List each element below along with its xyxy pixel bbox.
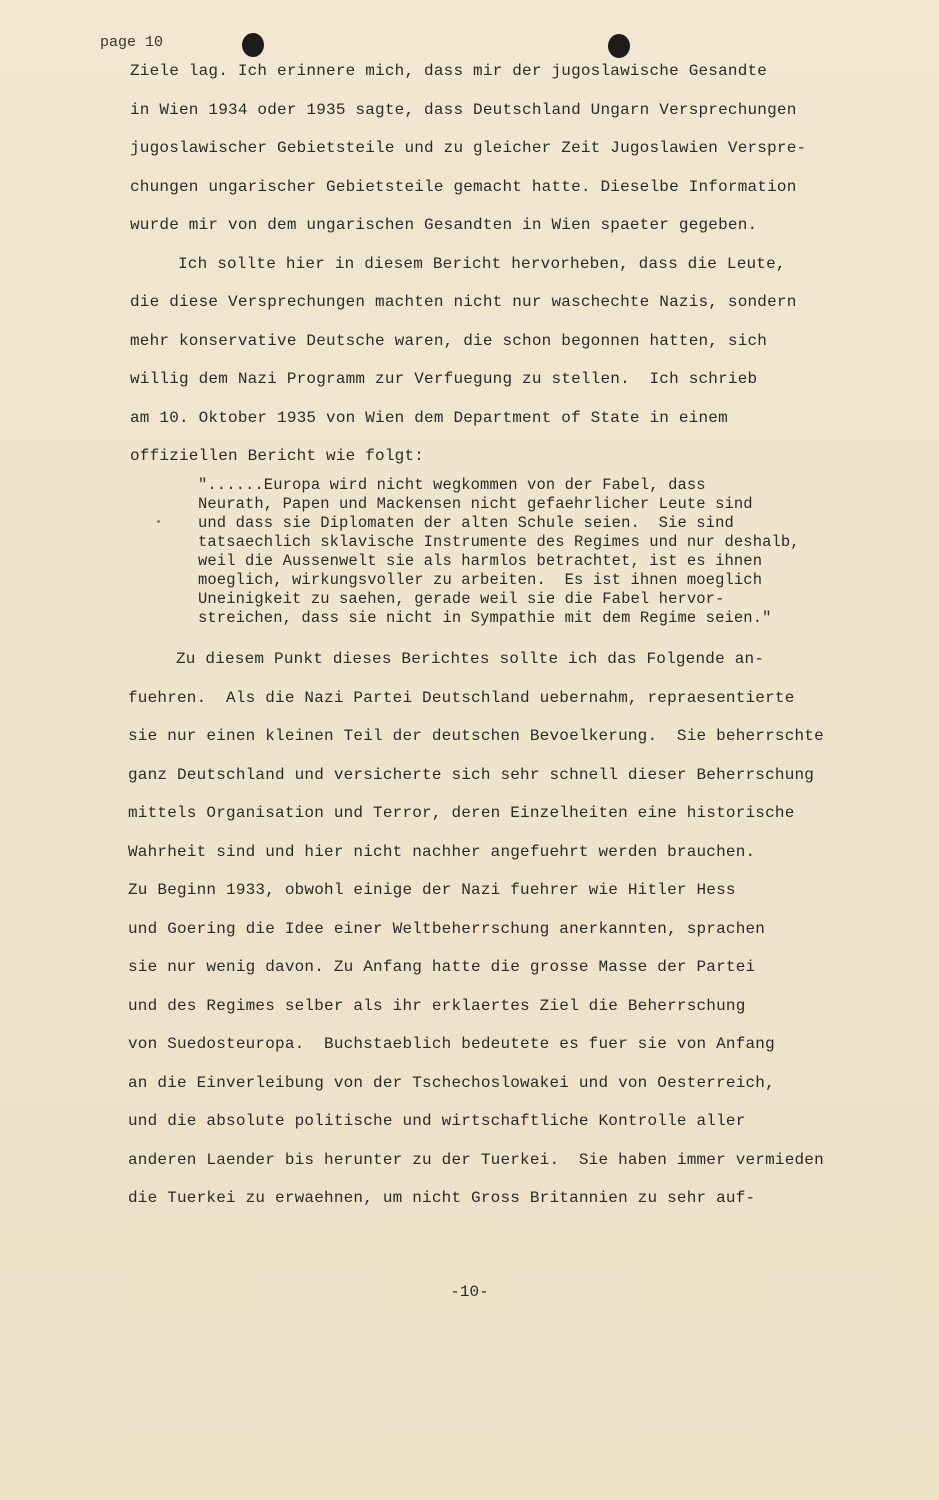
text-line: in Wien 1934 oder 1935 sagte, dass Deutschland Ungarn Versprechungen bbox=[130, 100, 797, 119]
text-line: Ziele lag. Ich erinnere mich, dass mir der jugoslawische Gesandte bbox=[130, 62, 768, 80]
text-line: Zu diesem Punkt dieses Berichtes sollte ich das Folgende an- bbox=[176, 650, 765, 668]
text-line: jugoslawischer Gebietsteile und zu gleicher Zeit Jugoslawien Verspre- bbox=[130, 139, 807, 157]
text-line: mehr konservative Deutsche waren, die schon begonnen hatten, sich bbox=[130, 331, 768, 350]
text-line: die diese Versprechungen machten nicht nur waschechte Nazis, sondern bbox=[130, 293, 797, 311]
text-line: sie nur einen kleinen Teil der deutschen Bevoelkerung. Sie beherrschte bbox=[128, 727, 824, 745]
quote-line: weil die Aussenwelt sie als harmlos betrachtet, ist es ihnen bbox=[198, 552, 763, 570]
quote-line: "......Europa wird nicht wegkommen von der Fabel, dass bbox=[198, 476, 706, 494]
text-line: offiziellen Bericht wie folgt: bbox=[130, 447, 425, 465]
text-line: Zu Beginn 1933, obwohl einige der Nazi fuehrer wie Hitler Hess bbox=[128, 881, 736, 899]
text-line: und die absolute politische und wirtschaftliche Kontrolle aller bbox=[128, 1112, 746, 1130]
text-line: fuehren. Als die Nazi Partei Deutschland uebernahm, repraesentierte bbox=[128, 688, 795, 707]
text-line: die Tuerkei zu erwaehnen, um nicht Gross Britannien zu sehr auf- bbox=[128, 1189, 756, 1207]
text-line: sie nur wenig davon. Zu Anfang hatte die grosse Masse der Partei bbox=[128, 958, 756, 976]
quote-line: Uneinigkeit zu saehen, gerade weil sie die Fabel hervor- bbox=[198, 590, 725, 608]
quote-line: moeglich, wirkungsvoller zu arbeiten. Es ist ihnen moeglich bbox=[198, 571, 763, 589]
text-line: und Goering die Idee einer Weltbeherrschung anerkannten, sprachen bbox=[128, 919, 766, 938]
text-line: wurde mir von dem ungarischen Gesandten in Wien spaeter gegeben. bbox=[130, 216, 758, 234]
quote-line: streichen, dass sie nicht in Sympathie mit dem Regime seien." bbox=[198, 609, 772, 627]
page-number: -10- bbox=[450, 1283, 489, 1301]
stray-mark bbox=[157, 520, 160, 523]
page-label: page 10 bbox=[100, 34, 164, 51]
text-line: am 10. Oktober 1935 von Wien dem Department of State in einem bbox=[130, 408, 728, 427]
text-line: Ich sollte hier in diesem Bericht hervorheben, dass die Leute, bbox=[178, 254, 786, 273]
text-line: willig dem Nazi Programm zur Verfuegung zu stellen. Ich schrieb bbox=[130, 370, 758, 388]
text-line: von Suedosteuropa. Buchstaeblich bedeutete es fuer sie von Anfang bbox=[128, 1035, 775, 1053]
quote-line: tatsaechlich sklavische Instrumente des Regimes und nur deshalb, bbox=[198, 533, 800, 551]
text-line: ganz Deutschland und versicherte sich sehr schnell dieser Beherrschung bbox=[128, 765, 815, 784]
text-line: anderen Laender bis herunter zu der Tuerkei. Sie haben immer vermieden bbox=[128, 1150, 824, 1169]
text-line: Wahrheit sind und hier nicht nachher angefuehrt werden brauchen. bbox=[128, 842, 756, 861]
paragraph-3 bbox=[128, 640, 848, 1218]
quote-line: Neurath, Papen und Mackensen nicht gefaehrlicher Leute sind bbox=[198, 495, 753, 513]
text-line: chungen ungarischer Gebietsteile gemacht hatte. Dieselbe Information bbox=[130, 177, 797, 196]
quote-line: und dass sie Diplomaten der alten Schule seien. Sie sind bbox=[198, 514, 734, 532]
text-line: mittels Organisation und Terror, deren Einzelheiten eine historische bbox=[128, 804, 795, 822]
block-quote bbox=[198, 476, 838, 628]
text-line: an die Einverleibung von der Tschechoslowakei und von Oesterreich, bbox=[128, 1073, 775, 1092]
text-line: und des Regimes selber als ihr erklaertes Ziel die Beherrschung bbox=[128, 996, 746, 1015]
paragraph-1-and-2 bbox=[130, 52, 830, 476]
